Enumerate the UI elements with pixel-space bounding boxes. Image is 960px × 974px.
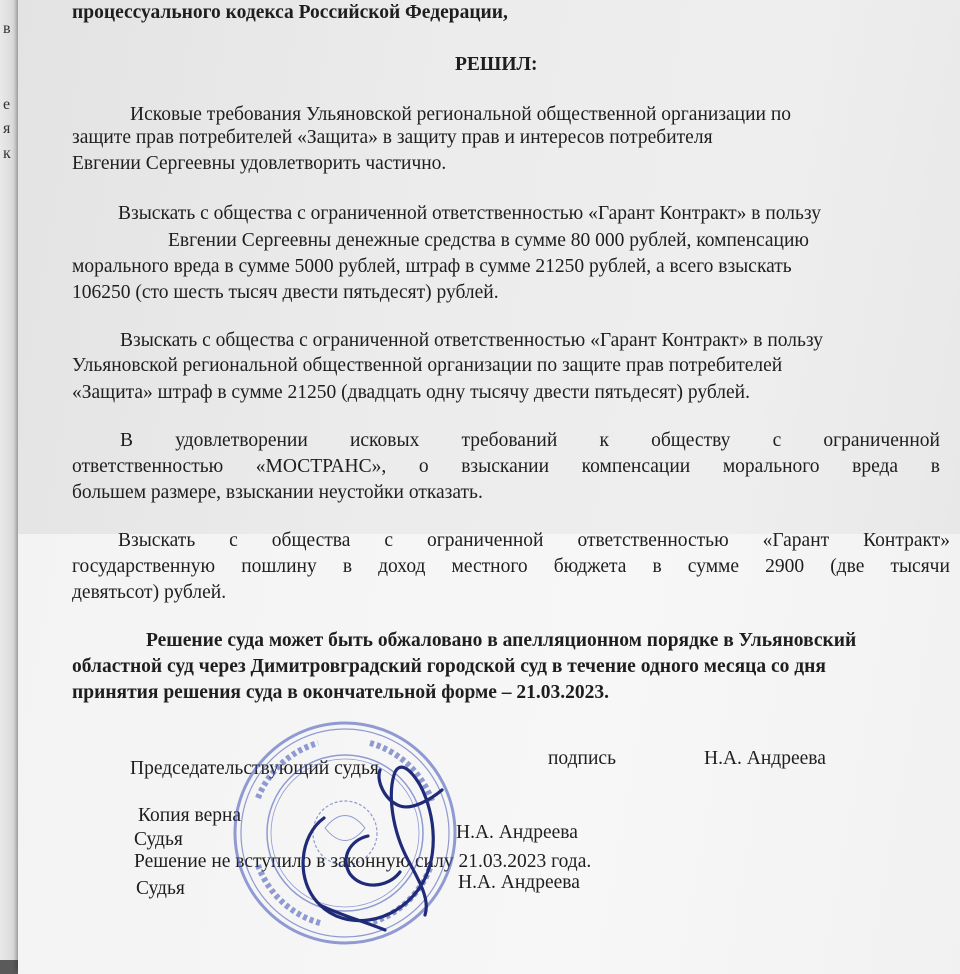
paragraph-5-line-1 bbox=[118, 530, 950, 552]
effective-date-line: Решение не вступило в законную силу 21.03.2023 года. bbox=[134, 851, 592, 872]
word: с bbox=[229, 530, 238, 551]
word: удовлетворении bbox=[175, 430, 308, 451]
word: морального bbox=[722, 456, 820, 477]
paragraph-3-line-1: Взыскать с общества с ограниченной ответственностью «Гарант Контракт» в пользу bbox=[120, 330, 823, 351]
judge-name-1: Н.А. Андреева bbox=[456, 822, 578, 843]
intro-line: процессуального кодекса Российской Федерации, bbox=[72, 2, 508, 23]
adjacent-page-letter: е bbox=[3, 96, 11, 113]
word: общества bbox=[271, 530, 351, 551]
word: в bbox=[342, 556, 353, 577]
judge-name: Н.А. Андреева bbox=[704, 748, 826, 769]
word: сумме bbox=[687, 556, 740, 577]
word: обществу bbox=[651, 430, 731, 451]
adjacent-page-letter: к bbox=[3, 145, 11, 162]
word: вреда bbox=[852, 456, 899, 477]
handwritten-signature bbox=[280, 740, 480, 950]
paragraph-1-line-3: Евгении Сергеевны удовлетворить частично. bbox=[72, 153, 447, 174]
presiding-judge-label: Председательствующий судья bbox=[130, 758, 379, 779]
judge-name-2: Н.А. Андреева bbox=[458, 872, 580, 893]
paragraph-5-line-2 bbox=[72, 556, 950, 578]
paragraph-2-line-3: морального вреда в сумме 5000 рублей, штраф в сумме 21250 рублей, а всего взыскать bbox=[72, 256, 792, 277]
word: пошлину bbox=[241, 556, 317, 577]
signature-word: подпись bbox=[548, 748, 616, 769]
paragraph-6-line-1: Решение суда может быть обжаловано в апелляционном порядке в Ульяновский bbox=[146, 630, 857, 651]
word: требований bbox=[461, 430, 558, 451]
word: исковых bbox=[349, 430, 420, 451]
copy-verified-label: Копия верна bbox=[138, 805, 242, 826]
adjacent-page-letter: в bbox=[3, 20, 11, 37]
word: о bbox=[418, 456, 429, 477]
word: компенсации bbox=[581, 456, 691, 477]
paragraph-4-line-3: большем размере, взыскании неустойки отказать. bbox=[72, 482, 483, 503]
paragraph-5-line-3: девятьсот) рублей. bbox=[72, 582, 227, 603]
paragraph-2-line-4: 106250 (сто шесть тысяч двести пятьдесят) рублей. bbox=[72, 282, 499, 303]
word: доход bbox=[378, 556, 426, 577]
judge-label-2: Судья bbox=[136, 878, 185, 899]
word: в bbox=[930, 456, 940, 477]
word: Контракт» bbox=[863, 530, 950, 551]
word: ответственностью bbox=[72, 456, 224, 477]
word: к bbox=[599, 430, 609, 451]
word: «Гарант bbox=[762, 530, 830, 551]
decision-title: РЕШИЛ: bbox=[455, 54, 538, 75]
adjacent-page-letter: я bbox=[3, 120, 11, 137]
word: В bbox=[120, 430, 134, 451]
word: ответственностью bbox=[577, 530, 729, 551]
paragraph-6-line-2: областной суд через Димитровградский городской суд в течение одного месяца со дня bbox=[72, 656, 826, 677]
word: местного bbox=[451, 556, 528, 577]
paragraph-2-line-2: Евгении Сергеевны денежные средства в сумме 80 000 рублей, компенсацию bbox=[168, 230, 809, 251]
word: с bbox=[384, 530, 393, 551]
word: тысячи bbox=[890, 556, 950, 577]
word: взыскании bbox=[461, 456, 550, 477]
word: государственную bbox=[72, 556, 216, 577]
word: ограниченной bbox=[426, 530, 544, 551]
paragraph-3-line-2: Ульяновской региональной общественной организации по защите прав потребителей bbox=[72, 355, 783, 376]
word: в bbox=[652, 556, 662, 577]
judge-label-1: Судья bbox=[134, 829, 183, 850]
paragraph-4-line-2 bbox=[72, 456, 940, 478]
paragraph-3-line-3: «Защита» штраф в сумме 21250 (двадцать одну тысячу двести пятьдесят) рублей. bbox=[72, 382, 750, 403]
word: Взыскать bbox=[118, 530, 196, 551]
word: 2900 bbox=[765, 556, 805, 577]
paragraph-2-line-1: Взыскать с общества с ограниченной ответственностью «Гарант Контракт» в пользу bbox=[118, 203, 821, 224]
paragraph-4-line-1 bbox=[120, 430, 940, 452]
word: бюджета bbox=[553, 556, 627, 577]
paragraph-1-line-2: защите прав потребителей «Защита» в защиту прав и интересов потребителя bbox=[72, 127, 713, 148]
paragraph-1-line-1: Исковые требования Ульяновской региональной общественной организации по bbox=[130, 104, 792, 125]
word: ограниченной bbox=[823, 430, 940, 451]
word: (две bbox=[830, 556, 865, 577]
word: с bbox=[772, 430, 782, 451]
word: «МОСТРАНС», bbox=[255, 456, 387, 477]
paragraph-6-line-3: принятия решения суда в окончательной форме – 21.03.2023. bbox=[72, 682, 610, 703]
